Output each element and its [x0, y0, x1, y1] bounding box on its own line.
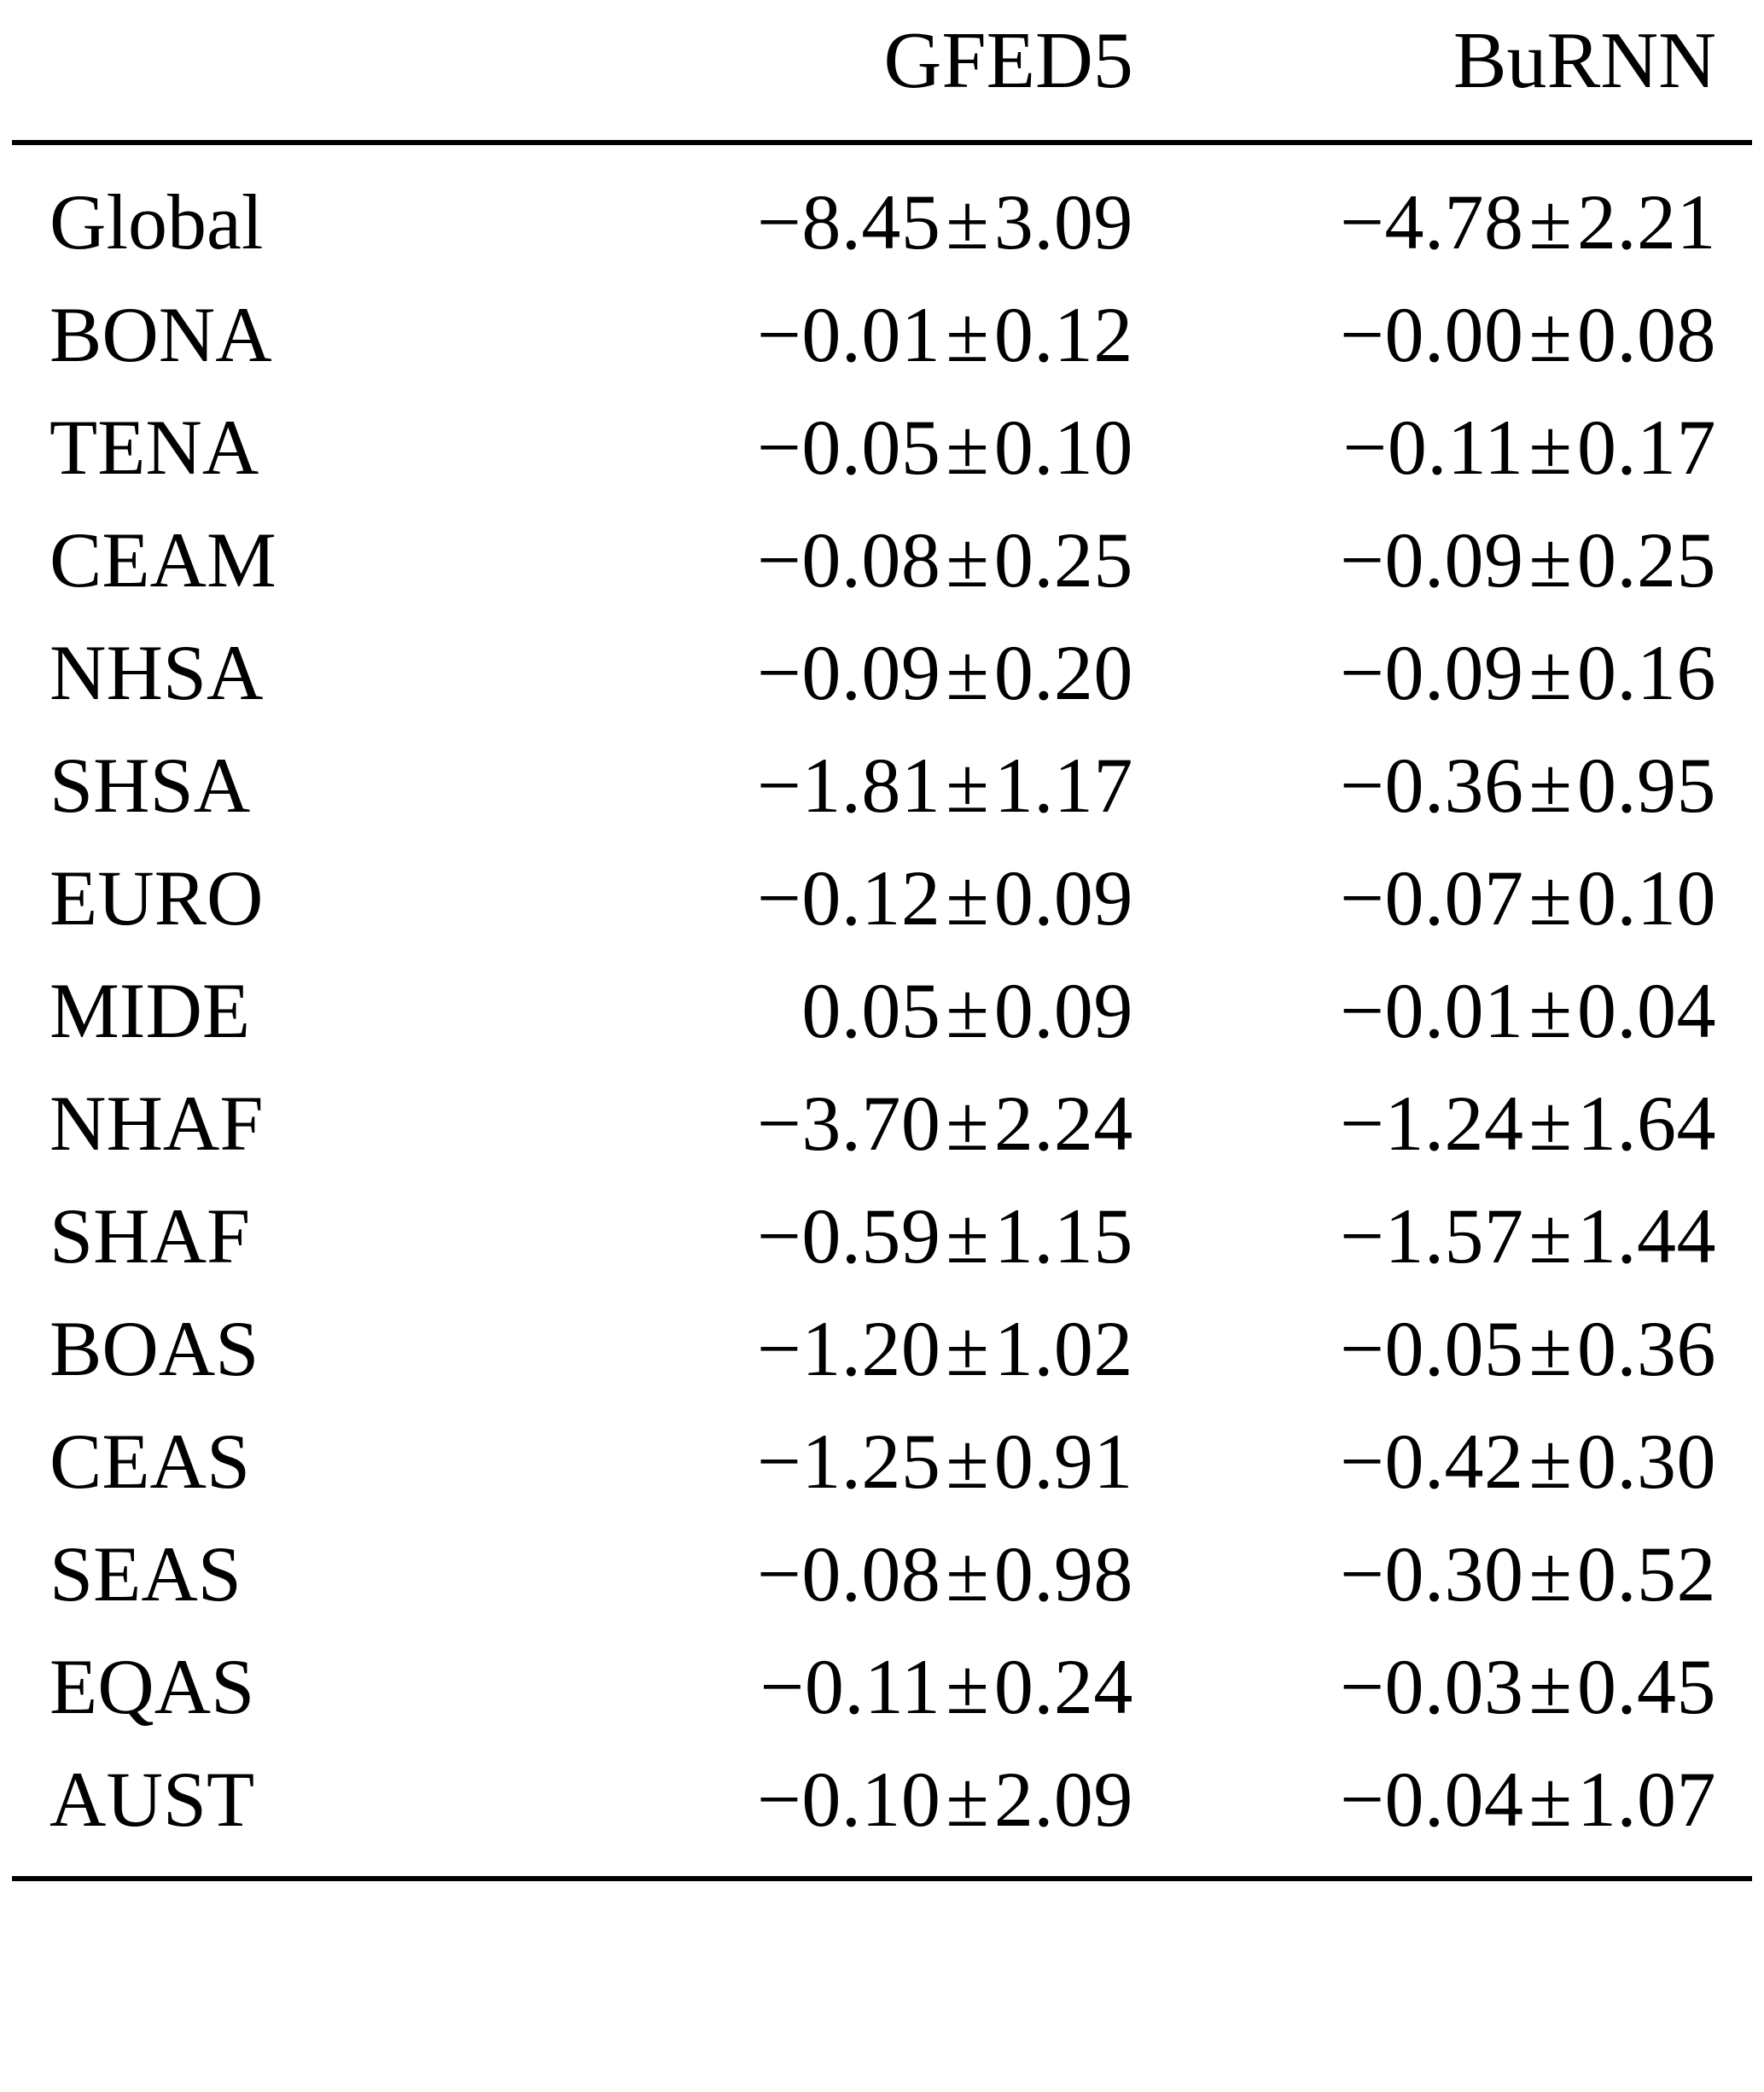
value-mean: −0.12 — [757, 854, 941, 941]
table-row — [12, 1630, 1752, 1743]
plus-minus-icon: ± — [1528, 967, 1572, 1054]
row-value-burnn — [1169, 1292, 1752, 1405]
value-sd: 0.91 — [993, 1418, 1133, 1505]
value-sd: 0.16 — [1577, 629, 1716, 716]
table-row — [12, 504, 1752, 616]
row-value-burnn — [1169, 954, 1752, 1067]
row-region-label: BOAS — [49, 1305, 259, 1392]
value-mean: −0.09 — [1340, 516, 1524, 603]
value-sd: 0.10 — [1577, 854, 1716, 941]
value-sd: 0.95 — [1577, 742, 1716, 829]
value-sd: 0.10 — [993, 404, 1133, 491]
table-row — [12, 729, 1752, 842]
row-value-burnn — [1169, 1405, 1752, 1518]
row-value-burnn — [1169, 391, 1752, 504]
value-mean: −0.01 — [1340, 967, 1524, 1054]
plus-minus-icon: ± — [1528, 404, 1572, 491]
table-row — [12, 278, 1752, 391]
plus-minus-icon: ± — [946, 404, 989, 491]
row-value-gfed5 — [586, 504, 1169, 616]
value-mean: −1.25 — [757, 1418, 941, 1505]
row-value-burnn — [1169, 842, 1752, 954]
row-value-gfed5 — [586, 1518, 1169, 1630]
value-sd: 0.52 — [1577, 1530, 1716, 1617]
plus-minus-icon: ± — [1528, 1643, 1572, 1730]
row-value-gfed5 — [586, 842, 1169, 954]
value-mean: −0.42 — [1340, 1418, 1524, 1505]
row-value-burnn — [1169, 1518, 1752, 1630]
plus-minus-icon: ± — [946, 1418, 989, 1505]
table-row — [12, 1067, 1752, 1180]
value-sd: 0.04 — [1577, 967, 1716, 1054]
value-sd: 0.09 — [993, 967, 1133, 1054]
row-value-burnn — [1169, 616, 1752, 729]
row-value-burnn — [1169, 1630, 1752, 1743]
table-footer — [12, 1879, 1752, 1881]
table-row — [12, 1292, 1752, 1405]
plus-minus-icon: ± — [946, 854, 989, 941]
plus-minus-icon: ± — [946, 1643, 989, 1730]
row-value-gfed5 — [586, 1292, 1169, 1405]
row-region-label: SHSA — [49, 742, 251, 829]
value-sd: 1.02 — [993, 1305, 1133, 1392]
value-sd: 0.36 — [1577, 1305, 1716, 1392]
value-mean: −1.20 — [757, 1305, 941, 1392]
plus-minus-icon: ± — [1528, 291, 1572, 378]
value-mean: −0.09 — [1340, 629, 1524, 716]
value-mean: −0.00 — [1340, 291, 1524, 378]
row-value-burnn — [1169, 1743, 1752, 1879]
row-region-label: MIDE — [49, 967, 251, 1054]
value-mean: −8.45 — [757, 178, 941, 265]
row-value-gfed5 — [586, 1180, 1169, 1292]
plus-minus-icon: ± — [946, 178, 989, 265]
row-value-gfed5 — [586, 278, 1169, 391]
value-mean: −1.81 — [757, 742, 941, 829]
table-row — [12, 391, 1752, 504]
value-sd: 2.09 — [993, 1756, 1133, 1843]
value-sd: 0.08 — [1577, 291, 1716, 378]
table-row — [12, 1518, 1752, 1630]
value-sd: 0.24 — [993, 1643, 1133, 1730]
column-header-burnn-label: BuRNN — [1453, 16, 1716, 105]
value-sd: 0.25 — [1577, 516, 1716, 603]
plus-minus-icon: ± — [1528, 629, 1572, 716]
value-mean: −1.57 — [1340, 1192, 1524, 1279]
plus-minus-icon: ± — [1528, 1080, 1572, 1167]
value-sd: 1.17 — [993, 742, 1133, 829]
value-mean: −0.01 — [757, 291, 941, 378]
column-header-burnn — [1169, 0, 1752, 143]
value-mean: 0.05 — [801, 967, 941, 1054]
plus-minus-icon: ± — [946, 1192, 989, 1279]
value-sd: 2.24 — [993, 1080, 1133, 1167]
bottom-rule-cell — [12, 1879, 1752, 1881]
row-value-gfed5 — [586, 391, 1169, 504]
plus-minus-icon: ± — [946, 1080, 989, 1167]
table-header-row — [12, 0, 1752, 143]
row-region-label: TENA — [49, 404, 259, 491]
table-body — [12, 143, 1752, 1879]
plus-minus-icon: ± — [1528, 516, 1572, 603]
row-region-label: CEAS — [49, 1418, 251, 1505]
table-row — [12, 1180, 1752, 1292]
plus-minus-icon: ± — [1528, 178, 1572, 265]
row-region-label: EURO — [49, 854, 264, 941]
plus-minus-icon: ± — [1528, 742, 1572, 829]
row-region-label: CEAM — [49, 516, 277, 603]
table-row — [12, 1743, 1752, 1879]
value-mean: −0.08 — [757, 1530, 941, 1617]
row-value-gfed5 — [586, 1067, 1169, 1180]
value-mean: −0.11 — [760, 1643, 941, 1730]
value-mean: −4.78 — [1340, 178, 1524, 265]
value-sd: 0.30 — [1577, 1418, 1716, 1505]
plus-minus-icon: ± — [1528, 1192, 1572, 1279]
value-sd: 1.44 — [1577, 1192, 1716, 1279]
value-sd: 3.09 — [993, 178, 1133, 265]
value-sd: 1.15 — [993, 1192, 1133, 1279]
table-header — [12, 0, 1752, 143]
row-value-gfed5 — [586, 616, 1169, 729]
value-sd: 0.25 — [993, 516, 1133, 603]
row-region-label: Global — [49, 178, 264, 265]
row-value-gfed5 — [586, 143, 1169, 278]
column-header-gfed5-label: GFED5 — [883, 16, 1133, 105]
value-sd: 0.45 — [1577, 1643, 1716, 1730]
row-value-gfed5 — [586, 729, 1169, 842]
plus-minus-icon: ± — [1528, 1530, 1572, 1617]
value-sd: 0.17 — [1577, 404, 1716, 491]
plus-minus-icon: ± — [1528, 1418, 1572, 1505]
table-row — [12, 954, 1752, 1067]
plus-minus-icon: ± — [946, 516, 989, 603]
row-value-burnn — [1169, 729, 1752, 842]
table-row — [12, 143, 1752, 278]
value-sd: 0.09 — [993, 854, 1133, 941]
value-mean: −0.05 — [757, 404, 941, 491]
value-mean: −0.07 — [1340, 854, 1524, 941]
plus-minus-icon: ± — [946, 967, 989, 1054]
plus-minus-icon: ± — [946, 1530, 989, 1617]
row-region-label: NHAF — [49, 1080, 264, 1167]
plus-minus-icon: ± — [946, 291, 989, 378]
plus-minus-icon: ± — [1528, 1305, 1572, 1392]
value-sd: 0.98 — [993, 1530, 1133, 1617]
value-mean: −0.08 — [757, 516, 941, 603]
value-sd: 1.64 — [1577, 1080, 1716, 1167]
row-region-label: SHAF — [49, 1192, 251, 1279]
row-value-gfed5 — [586, 1630, 1169, 1743]
plus-minus-icon: ± — [946, 1305, 989, 1392]
results-table — [12, 0, 1752, 1881]
row-value-burnn — [1169, 504, 1752, 616]
value-sd: 2.21 — [1577, 178, 1716, 265]
value-mean: −0.09 — [757, 629, 941, 716]
row-region-label: NHSA — [49, 629, 264, 716]
value-mean: −3.70 — [757, 1080, 941, 1167]
value-sd: 0.20 — [993, 629, 1133, 716]
value-sd: 1.07 — [1577, 1756, 1716, 1843]
row-value-gfed5 — [586, 1743, 1169, 1879]
row-value-burnn — [1169, 278, 1752, 391]
value-mean: −0.04 — [1340, 1756, 1524, 1843]
row-region-label: EQAS — [49, 1643, 255, 1730]
table-bottom-rule — [12, 1879, 1752, 1881]
table-row — [12, 616, 1752, 729]
column-header-gfed5 — [586, 0, 1169, 143]
row-value-burnn — [1169, 143, 1752, 278]
row-value-burnn — [1169, 1067, 1752, 1180]
plus-minus-icon: ± — [946, 629, 989, 716]
row-value-burnn — [1169, 1180, 1752, 1292]
value-mean: −0.03 — [1340, 1643, 1524, 1730]
row-region-label: AUST — [49, 1756, 255, 1843]
value-mean: −0.05 — [1340, 1305, 1524, 1392]
plus-minus-icon: ± — [946, 1756, 989, 1843]
row-region-label: SEAS — [49, 1530, 242, 1617]
value-mean: −0.11 — [1342, 404, 1524, 491]
table-row — [12, 1405, 1752, 1518]
value-mean: −0.59 — [757, 1192, 941, 1279]
row-value-gfed5 — [586, 954, 1169, 1067]
table-row — [12, 842, 1752, 954]
plus-minus-icon: ± — [946, 742, 989, 829]
plus-minus-icon: ± — [1528, 1756, 1572, 1843]
value-mean: −0.36 — [1340, 742, 1524, 829]
value-mean: −1.24 — [1340, 1080, 1524, 1167]
row-value-gfed5 — [586, 1405, 1169, 1518]
value-mean: −0.10 — [757, 1756, 941, 1843]
value-mean: −0.30 — [1340, 1530, 1524, 1617]
row-region-label: BONA — [49, 291, 272, 378]
column-header-region — [12, 0, 586, 143]
plus-minus-icon: ± — [1528, 854, 1572, 941]
value-sd: 0.12 — [993, 291, 1133, 378]
